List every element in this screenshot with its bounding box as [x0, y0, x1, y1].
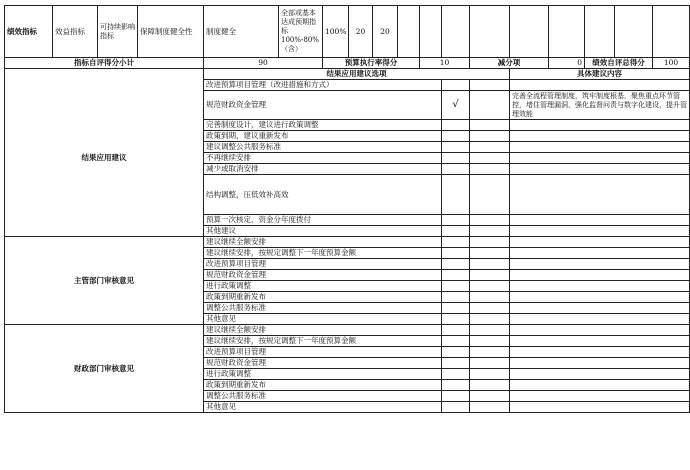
evaluation-table: [4, 5, 690, 413]
option-checkbox[interactable]: [442, 270, 470, 281]
option-label: 结构调整，压低效补高效: [204, 175, 442, 215]
empty-cell: [470, 369, 510, 380]
empty-cell: [615, 6, 653, 58]
option-label: 建议继续安排，按规定调整下一年度预算金额: [204, 248, 442, 259]
option-label: 其他建议: [204, 226, 442, 237]
options-header: 结果应用建议选项: [204, 69, 510, 80]
option-label: 政策到期，建议重新发布: [204, 131, 442, 142]
option-checkbox[interactable]: [442, 347, 470, 358]
indicator-name: 保障制度健全性: [138, 6, 204, 58]
suggestion-cell[interactable]: [510, 336, 690, 347]
empty-cell: [470, 215, 510, 226]
suggestion-cell[interactable]: [510, 314, 690, 325]
exec-rate-value: 10: [420, 58, 470, 69]
score-full: 20: [349, 6, 373, 58]
option-checkbox[interactable]: [442, 303, 470, 314]
section-label-result: 结果应用建议: [5, 80, 204, 237]
empty-cell: [470, 402, 510, 413]
total-label: 绩效自评总得分: [585, 58, 653, 69]
suggestion-cell[interactable]: [510, 259, 690, 270]
suggestion-cell[interactable]: [510, 380, 690, 391]
option-row: [5, 325, 690, 336]
empty-cell: [470, 336, 510, 347]
empty-cell: [470, 281, 510, 292]
option-checkbox[interactable]: [442, 358, 470, 369]
empty-cell: [420, 6, 442, 58]
evaluation-form: [4, 5, 687, 413]
option-checkbox[interactable]: [442, 237, 470, 248]
option-checkbox[interactable]: [442, 314, 470, 325]
suggestion-cell[interactable]: [510, 80, 690, 91]
option-label: 建议继续全额安排: [204, 237, 442, 248]
suggestion-cell[interactable]: [510, 303, 690, 314]
empty-cell: [470, 91, 510, 120]
empty-cell: [470, 237, 510, 248]
option-label: 减少或取消安排: [204, 164, 442, 175]
suggestion-cell[interactable]: [510, 270, 690, 281]
suggestion-cell[interactable]: [510, 175, 690, 215]
empty-cell: [470, 347, 510, 358]
section-label-finance: 财政部门审核意见: [5, 325, 204, 413]
option-checkbox[interactable]: [442, 391, 470, 402]
option-label: 政策到期重新发布: [204, 380, 442, 391]
empty-cell: [398, 6, 420, 58]
empty-cell: [653, 6, 690, 58]
option-label: 建议调整公共服务标准: [204, 142, 442, 153]
indicator-level1: 绩效指标: [5, 6, 53, 58]
option-label: 其他意见: [204, 314, 442, 325]
option-label: 改进预算项目管理: [204, 259, 442, 270]
option-label: 建议继续全额安排: [204, 325, 442, 336]
empty-cell: [470, 164, 510, 175]
option-checkbox[interactable]: [442, 380, 470, 391]
indicator-row: [5, 6, 690, 58]
empty-cell: [470, 131, 510, 142]
empty-cell: [470, 325, 510, 336]
option-label: 完善制度设计，建议进行政策调整: [204, 120, 442, 131]
empty-cell: [470, 120, 510, 131]
empty-cell: [549, 6, 585, 58]
option-label: 改进预算项目管理（改进措施和方式）: [204, 80, 442, 91]
option-checkbox[interactable]: [442, 226, 470, 237]
option-checkbox[interactable]: [442, 281, 470, 292]
empty-cell: [470, 153, 510, 164]
suggestion-cell[interactable]: [510, 215, 690, 226]
option-label: 进行政策调整: [204, 281, 442, 292]
empty-cell: [470, 303, 510, 314]
option-label: 调整公共服务标准: [204, 391, 442, 402]
suggestion-cell[interactable]: [510, 226, 690, 237]
empty-cell: [470, 142, 510, 153]
suggestion-cell[interactable]: [510, 164, 690, 175]
option-checkbox[interactable]: [442, 248, 470, 259]
empty-cell: [470, 175, 510, 215]
option-checkbox[interactable]: [442, 175, 470, 215]
option-label: 进行政策调整: [204, 369, 442, 380]
suggestion-cell[interactable]: [510, 131, 690, 142]
suggestion-cell[interactable]: [510, 281, 690, 292]
empty-cell: [442, 6, 470, 58]
subtotal-row: [5, 58, 690, 69]
suggestion-cell[interactable]: [510, 358, 690, 369]
empty-cell: [585, 6, 615, 58]
indicator-level3: 可持续影响指标: [98, 6, 138, 58]
content-header: 具体建议内容: [510, 69, 690, 80]
option-label: 建议继续安排，按规定调整下一年度预算金额: [204, 336, 442, 347]
option-label: 改进预算项目管理: [204, 347, 442, 358]
suggestion-cell[interactable]: [510, 142, 690, 153]
suggestion-cell[interactable]: [510, 292, 690, 303]
suggestion-text[interactable]: 完善全流程管理制度，筑牢制度根基，聚焦重点环节管控，堵住管理漏洞，强化监督问责与数字化建设，提升管理效能: [510, 91, 690, 120]
option-checkbox[interactable]: [442, 153, 470, 164]
weight-pct: 100%: [323, 6, 349, 58]
empty-cell: [470, 380, 510, 391]
option-checkbox[interactable]: [442, 402, 470, 413]
empty-cell: [470, 314, 510, 325]
empty-cell: [470, 358, 510, 369]
option-label: 预算一次核定、资金分年度拨付: [204, 215, 442, 226]
suggestion-cell[interactable]: [510, 369, 690, 380]
exec-rate-label: 预算执行率得分: [323, 58, 420, 69]
option-label: 调整公共服务标准: [204, 303, 442, 314]
option-checkbox[interactable]: [442, 131, 470, 142]
empty-cell: [470, 226, 510, 237]
empty-cell: [510, 6, 549, 58]
suggestion-cell[interactable]: [510, 120, 690, 131]
check-mark[interactable]: √: [442, 91, 470, 120]
suggestion-cell[interactable]: [510, 325, 690, 336]
empty-cell: [470, 248, 510, 259]
empty-cell: [470, 391, 510, 402]
deduction-label: 减分项: [470, 58, 549, 69]
empty-cell: [470, 292, 510, 303]
option-row: [5, 80, 690, 91]
option-label: 其他意见: [204, 402, 442, 413]
option-checkbox[interactable]: [442, 336, 470, 347]
option-label: 不再继续安排: [204, 153, 442, 164]
option-checkbox[interactable]: [442, 259, 470, 270]
option-label: 规范财政资金管理: [204, 270, 442, 281]
total-value: 100: [653, 58, 690, 69]
empty-cell: [470, 259, 510, 270]
suggestion-cell[interactable]: [510, 153, 690, 164]
options-header-row: [5, 69, 690, 80]
option-checkbox[interactable]: [442, 142, 470, 153]
indicator-value: 制度健全: [204, 6, 279, 58]
indicator-level2: 效益指标: [53, 6, 98, 58]
option-checkbox[interactable]: [442, 369, 470, 380]
score-got: 20: [373, 6, 398, 58]
option-checkbox[interactable]: [442, 215, 470, 226]
option-row: [5, 237, 690, 248]
rating-range: 全部或基本达成预期指标100%-80%（含）: [279, 6, 323, 58]
option-checkbox[interactable]: [442, 325, 470, 336]
option-label: 政策到期重新发布: [204, 292, 442, 303]
option-checkbox[interactable]: [442, 292, 470, 303]
option-checkbox[interactable]: [442, 120, 470, 131]
option-checkbox[interactable]: [442, 164, 470, 175]
option-checkbox[interactable]: [442, 80, 470, 91]
self-eval-label: 指标自评得分小计: [5, 58, 204, 69]
empty-cell: [470, 270, 510, 281]
self-eval-value: 90: [204, 58, 323, 69]
empty-cell: [470, 6, 510, 58]
empty-cell: [5, 69, 204, 80]
suggestion-cell[interactable]: [510, 248, 690, 259]
deduction-value: 0: [549, 58, 585, 69]
suggestion-cell[interactable]: [510, 391, 690, 402]
suggestion-cell[interactable]: [510, 237, 690, 248]
suggestion-cell[interactable]: [510, 402, 690, 413]
suggestion-cell[interactable]: [510, 347, 690, 358]
option-label: 规范财政资金管理: [204, 358, 442, 369]
option-label: 规范财政资金管理: [204, 91, 442, 120]
empty-cell: [470, 80, 510, 91]
section-label-dept: 主管部门审核意见: [5, 237, 204, 325]
